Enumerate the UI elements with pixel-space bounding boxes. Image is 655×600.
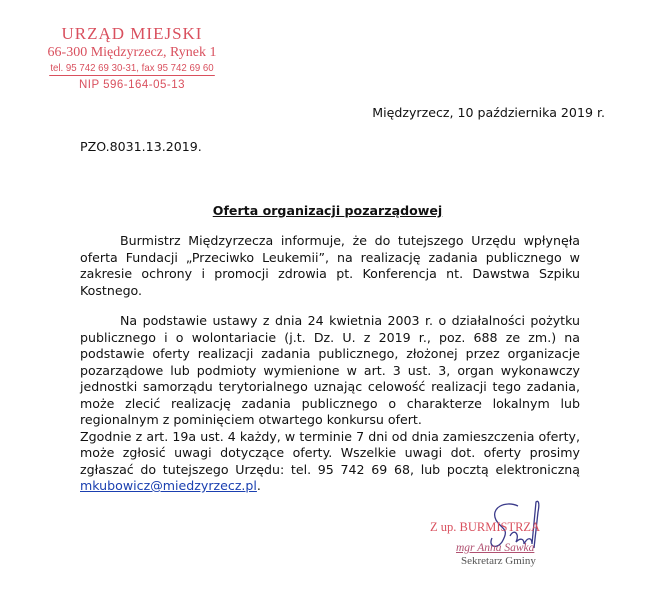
title-text: Oferta organizacji pozarządowej bbox=[212, 203, 443, 218]
signature-role: Sekretarz Gminy bbox=[461, 555, 536, 567]
document-title bbox=[0, 203, 655, 218]
stamp-nip: NIP 596-164-05-13 bbox=[78, 79, 186, 91]
signature-authority: Z up. BURMISTRZA bbox=[430, 520, 541, 534]
signature-name: mgr Anna Sawka bbox=[456, 542, 535, 554]
office-stamp bbox=[42, 24, 222, 94]
paragraph-legal-basis: Na podstawie ustawy z dnia 24 kwietnia 2003 r. o działalności pożytku publicznego i o wolontariacie (j.t. Dz. U. z 2019 r., poz. 688 ze zm.) na podstawie oferty realizacji zadania publicznego, złożonej przez organizacje pozarządowe lub podmioty wymienione w art. 3 ust. 3, organ wykonawczy jednostki samorządu terytorialnego uznając celowość realizacji tego zadania, może zlecić realizację zadania publicznego o charakterze lokalnym lub regionalnym z pominięciem otwartego konkursu ofert. bbox=[80, 313, 580, 427]
paragraph-comments bbox=[80, 429, 580, 495]
stamp-address: 66-300 Międzyrzecz, Rynek 1 bbox=[47, 45, 217, 60]
stamp-title: URZĄD MIEJSKI bbox=[61, 24, 203, 43]
document-date: Międzyrzecz, 10 października 2019 r. bbox=[372, 105, 605, 120]
stamp-phone: tel. 95 742 69 30-31, fax 95 742 69 60 bbox=[50, 62, 214, 74]
email-suffix: . bbox=[256, 478, 261, 493]
document-body bbox=[80, 233, 580, 495]
email-link[interactable]: mkubowicz@miedzyrzecz.pl bbox=[80, 478, 257, 493]
reference-number: PZO.8031.13.2019. bbox=[80, 139, 202, 154]
paragraph-intro: Burmistrz Międzyrzecza informuje, że do tutejszego Urzędu wpłynęła oferta Fundacji „Przeciwko Leukemii”, na realizację zadania publicznego w zakresie ochrony i promocji zdrowia pt. Konferencja nt. Dawstwa Szpiku Kostnego. bbox=[80, 233, 580, 298]
comments-text: Zgodnie z art. 19a ust. 4 każdy, w terminie 7 dni od dnia zamieszczenia oferty, może zgłosić uwagi dotyczące oferty. Wszelkie uwagi dot. oferty prosimy zgłaszać do tutejszego Urzędu: tel. 95 742 69 68, lub pocztą elektroniczną bbox=[80, 428, 580, 477]
